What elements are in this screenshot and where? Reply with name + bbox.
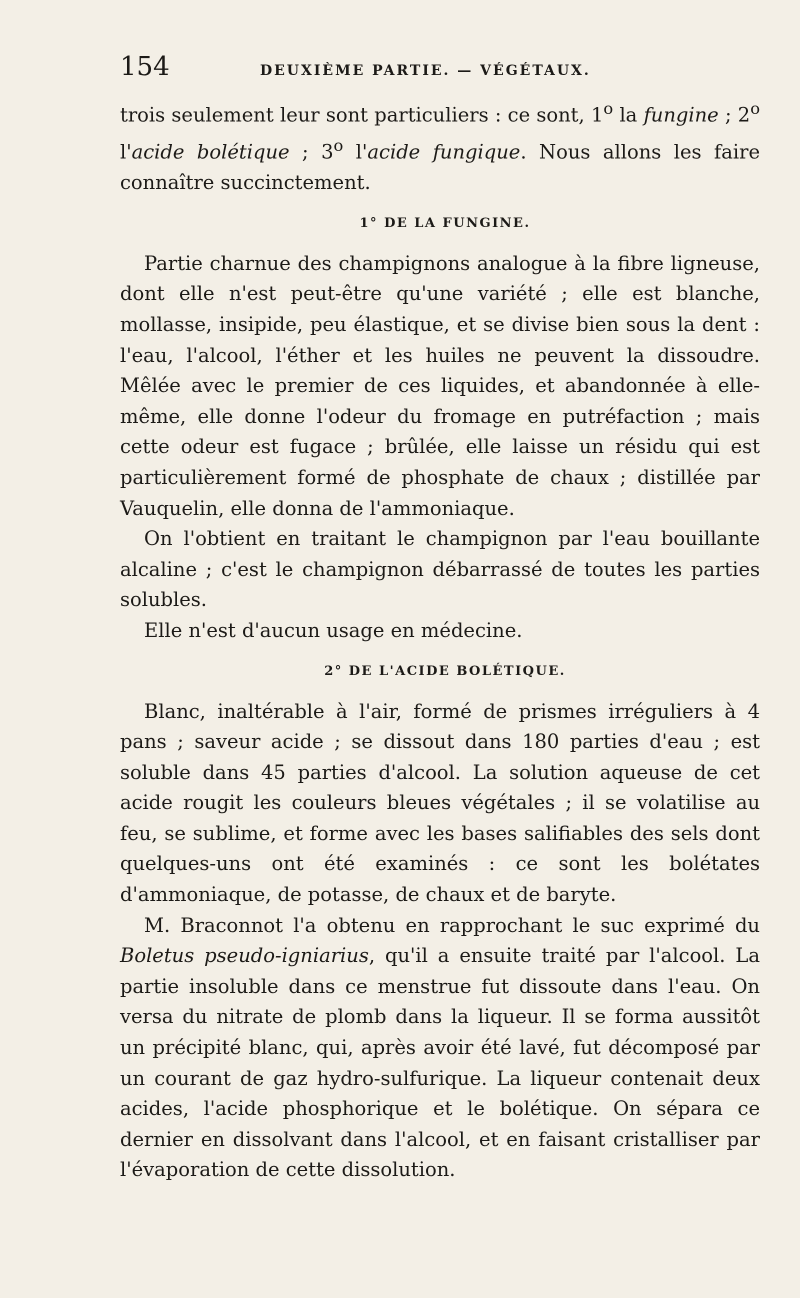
boletus-name: Boletus pseudo-igniarius — [120, 944, 369, 968]
boletique-paragraph-2: M. Braconnot l'a obtenu en rapprochant le suc exprimé du Boletus pseudo-igniarius, qu'il a ensuite traité par l'alcool. La partie insoluble dans ce menstrue fut dissoute dans l'eau. On versa du nitrate de plomb dans la liqueur. Il se forma aussitôt un précipité blanc, qui, après avoir été lavé, fut décomposé par un courant de gaz hydro-sulfurique. La liqueur contenait deux acides, l'acide phosphorique et le bolétique. On sépara ce dernier en dissolvant dans l'alcool, et en faisant cristalliser par l'évaporation de cette dissolution. — [120, 913, 760, 1182]
page-number: 154 — [120, 52, 170, 82]
fungine-paragraph-3: Elle n'est d'aucun usage en médecine. — [144, 618, 523, 642]
intro-paragraph: trois seulement leur sont particuliers : ce sont, 1$^o$ la fungine ; 2$^o$ l'acide bolétique ; 3$^o$ l'acide fungique. Nous allons les faire connaître succinctement. — [120, 99, 760, 195]
running-head: DEUXIÈME PARTIE. — VÉGÉTAUX. — [260, 63, 591, 79]
section-heading-acide-boletique: 2° DE L'ACIDE BOLÉTIQUE. — [324, 663, 566, 679]
boletique-paragraph-1: Blanc, inaltérable à l'air, formé de prismes irréguliers à 4 pans ; saveur acide ; se dissout dans 180 parties d'eau ; est soluble dans 45 parties d'alcool. La solution aqueuse de cet acide rougit les couleurs bleues végétales ; il se volatilise au feu, se sublime, et forme avec les bases salifiables des sels dont quelques-uns ont été examinés : ce sont les bolétates d'ammoniaque, de potasse, de chaux et de baryte. — [120, 699, 760, 907]
page-header — [120, 52, 760, 94]
section-heading-fungine: 1° DE LA FUNGINE. — [359, 215, 531, 231]
fungine-paragraph-1: Partie charnue des champignons analogue à la fibre ligneuse, dont elle n'est peut-être qu'une variété ; elle est blanche, mollasse, insipide, peu élastique, et se divise bien sous la dent : l'eau, l'alcool, l'éther et les huiles ne peuvent la dissoudre. Mêlée avec le premier de ces liquides, et abandonnée à elle-même, elle donne l'odeur du fromage en putréfaction ; mais cette odeur est fugace ; brûlée, elle laisse un résidu qui est particulièrement formé de phosphate de chaux ; distillée par Vauquelin, elle donna de l'ammoniaque. — [120, 251, 760, 520]
fungine-paragraph-2: On l'obtient en traitant le champignon par l'eau bouillante alcaline ; c'est le champignon débarrassé de toutes les parties solubles. — [120, 527, 760, 612]
